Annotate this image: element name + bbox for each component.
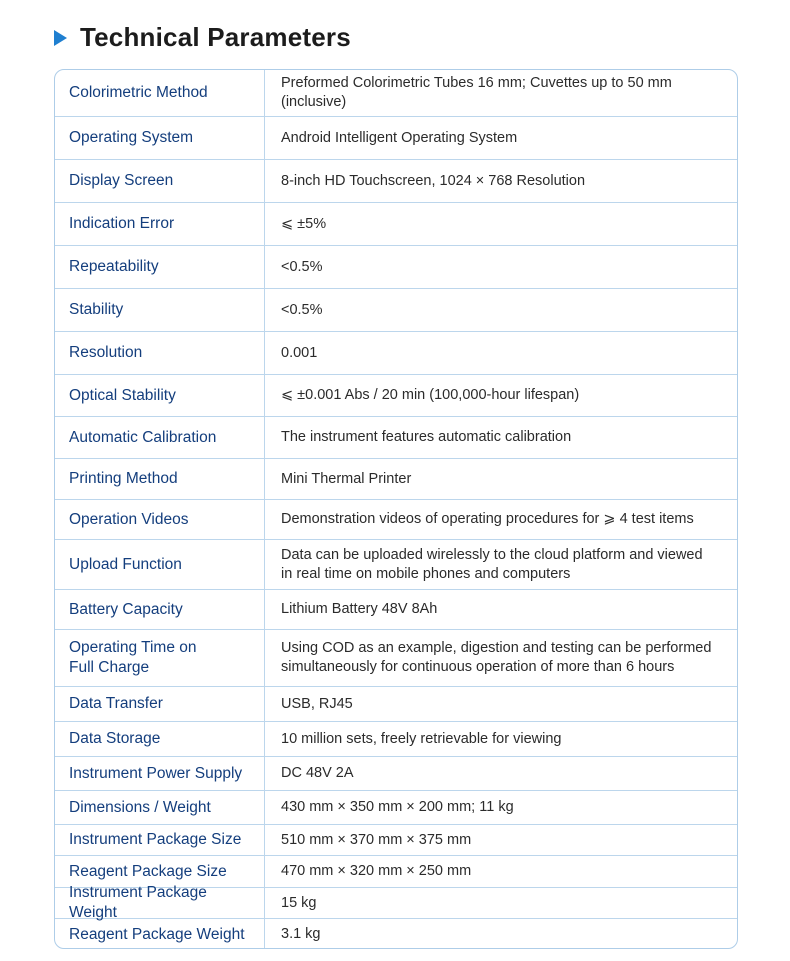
table-row xyxy=(55,203,737,246)
parameter-label: Optical Stability xyxy=(55,375,265,416)
parameter-value: Mini Thermal Printer xyxy=(281,470,412,487)
parameter-value: Data can be uploaded wirelessly to the cloud platform and viewed in real time on mobile phones and computers xyxy=(281,546,703,582)
table-row xyxy=(55,417,737,459)
table-row xyxy=(55,540,737,590)
parameter-value: <0.5% xyxy=(281,258,323,275)
parameter-label: Automatic Calibration xyxy=(55,417,265,458)
parameter-value: ⩽ ±5% xyxy=(281,215,327,232)
parameter-value: Lithium Battery 48V 8Ah xyxy=(281,601,438,617)
parameter-label: Data Storage xyxy=(55,722,265,756)
parameter-value: DC 48V 2A xyxy=(281,765,354,781)
parameter-value: 430 mm × 350 mm × 200 mm; 11 kg xyxy=(281,799,514,815)
table-row xyxy=(55,459,737,500)
parameter-value: 15 kg xyxy=(281,894,317,911)
parameter-label: Indication Error xyxy=(55,203,265,245)
parameter-value: 10 million sets, freely retrievable for viewing xyxy=(281,730,562,747)
parameter-label: Resolution xyxy=(55,332,265,374)
parameter-label: Operating System xyxy=(55,117,265,159)
parameter-label: Operating Time on Full Charge xyxy=(55,630,265,686)
parameter-label: Reagent Package Size xyxy=(55,856,265,887)
parameter-label: Operation Videos xyxy=(55,500,265,539)
parameter-value: Preformed Colorimetric Tubes 16 mm; Cuvettes up to 50 mm (inclusive) xyxy=(281,75,672,110)
parameter-value: 8-inch HD Touchscreen, 1024 × 768 Resolution xyxy=(281,172,586,189)
table-row xyxy=(55,332,737,375)
parameter-label: Stability xyxy=(55,289,265,331)
table-row xyxy=(55,630,737,687)
parameter-label: Reagent Package Weight xyxy=(55,919,265,949)
parameter-value: ⩽ ±0.001 Abs / 20 min (100,000-hour lifespan) xyxy=(281,387,580,403)
table-row xyxy=(55,825,737,856)
parameter-label: Repeatability xyxy=(55,246,265,288)
parameter-value: Using COD as an example, digestion and testing can be performed simultaneously for continuous operation of more than 6 hours xyxy=(281,640,712,675)
section-heading xyxy=(54,22,351,53)
table-row xyxy=(55,70,737,117)
parameter-value: 3.1 kg xyxy=(281,926,321,942)
parameter-label: Data Transfer xyxy=(55,687,265,721)
parameter-label: Colorimetric Method xyxy=(55,70,265,116)
parameter-label: Instrument Package Size xyxy=(55,825,265,855)
table-row xyxy=(55,117,737,160)
parameter-value: 0.001 xyxy=(281,344,318,361)
parameter-value: <0.5% xyxy=(281,301,323,318)
parameter-value: The instrument features automatic calibration xyxy=(281,429,572,445)
table-row xyxy=(55,919,737,949)
parameter-label: Upload Function xyxy=(55,540,265,589)
table-row xyxy=(55,160,737,203)
parameter-label: Battery Capacity xyxy=(55,590,265,629)
parameter-label: Display Screen xyxy=(55,160,265,202)
table-row xyxy=(55,791,737,825)
table-row xyxy=(55,375,737,417)
table-row xyxy=(55,722,737,757)
parameter-label: Dimensions / Weight xyxy=(55,791,265,824)
parameter-value: Demonstration videos of operating procedures for ⩾ 4 test items xyxy=(281,511,694,527)
table-row xyxy=(55,884,737,921)
parameters-table xyxy=(54,69,738,949)
table-row xyxy=(55,289,737,332)
page-title: Technical Parameters xyxy=(80,22,351,52)
parameter-value: 510 mm × 370 mm × 375 mm xyxy=(281,831,472,848)
table-row xyxy=(55,500,737,540)
table-row xyxy=(55,590,737,630)
parameter-value: USB, RJ45 xyxy=(281,695,353,712)
table-row xyxy=(55,687,737,722)
parameter-value: 470 mm × 320 mm × 250 mm xyxy=(281,863,472,879)
parameter-label: Instrument Power Supply xyxy=(55,757,265,790)
parameter-label: Instrument Package Weight xyxy=(55,888,265,918)
table-row xyxy=(55,757,737,791)
parameter-value: Android Intelligent Operating System xyxy=(281,129,518,146)
table-row xyxy=(55,246,737,289)
parameter-label: Printing Method xyxy=(55,459,265,499)
triangle-bullet-icon xyxy=(54,30,67,46)
